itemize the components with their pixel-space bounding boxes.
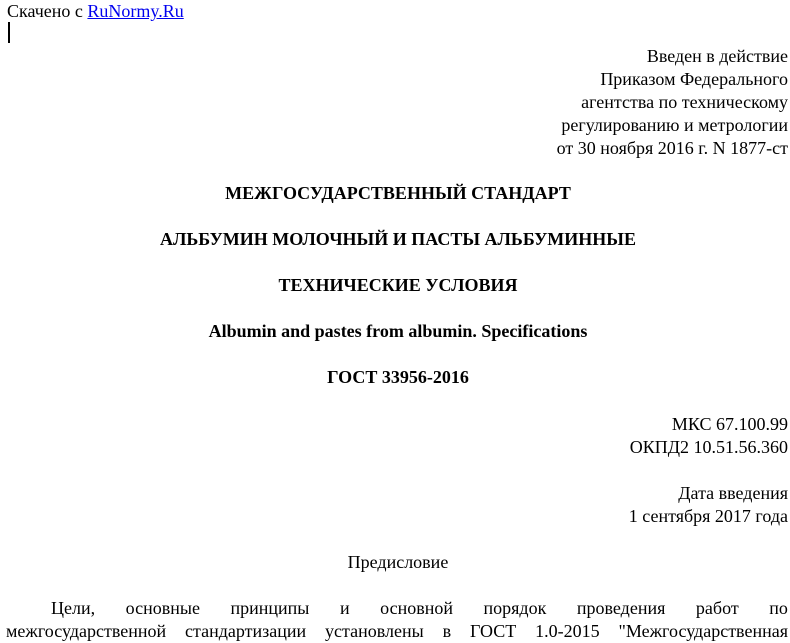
designation-heading: ГОСТ 33956-2016 <box>327 367 469 387</box>
approval-line: Приказом Федерального <box>600 69 788 89</box>
paragraph-word: основные <box>125 598 200 618</box>
paragraph-word: и <box>339 598 350 618</box>
source-link[interactable]: RuNormy.Ru <box>87 1 184 21</box>
paragraph-word: межгосударственной <box>6 621 167 641</box>
title-en-heading: Albumin and pastes from albumin. Specifications <box>208 321 588 341</box>
paragraph-word: принципы <box>230 598 310 618</box>
paragraph-line <box>6 597 788 620</box>
source-prefix: Скачено с <box>7 1 88 21</box>
paragraph-word: работ <box>695 598 739 618</box>
approval-line: от 30 ноября 2016 г. N 1877-ст <box>556 138 788 158</box>
mks-code: МКС 67.100.99 <box>671 414 788 434</box>
text-cursor <box>8 22 10 43</box>
paragraph-word: ГОСТ <box>470 621 517 641</box>
preface-title: Предисловие <box>347 552 449 572</box>
paragraph-line <box>6 620 788 643</box>
introduction-date: 1 сентября 2017 года <box>628 506 788 526</box>
approval-line: регулированию и метрологии <box>561 115 788 135</box>
paragraph-word: проведения <box>576 598 666 618</box>
standard-type-heading: МЕЖГОСУДАРСТВЕННЫЙ СТАНДАРТ <box>225 183 571 203</box>
paragraph-word: по <box>769 598 788 618</box>
okpd-code: ОКПД2 10.51.56.360 <box>629 437 788 457</box>
classification-codes <box>630 413 788 459</box>
approval-line: Введен в действие <box>646 46 788 66</box>
title-ru-heading: АЛЬБУМИН МОЛОЧНЫЙ И ПАСТЫ АЛЬБУМИННЫЕ <box>160 229 636 249</box>
approval-line: агентства по техническому <box>581 92 788 112</box>
introduction-date-block <box>629 482 788 528</box>
introduction-label: Дата введения <box>678 483 788 503</box>
paragraph-word: 1.0-2015 <box>535 621 600 641</box>
paragraph-word: Цели, <box>51 598 96 618</box>
source-line <box>7 0 184 23</box>
paragraph-word: в <box>442 621 452 641</box>
paragraph-word: порядок <box>483 598 547 618</box>
preface-paragraph <box>6 597 788 643</box>
paragraph-word: "Межгосударственная <box>618 621 788 641</box>
approval-block <box>557 45 788 160</box>
paragraph-word: стандартизации <box>185 621 307 641</box>
paragraph-word: основной <box>380 598 453 618</box>
subtitle-ru-heading: ТЕХНИЧЕСКИЕ УСЛОВИЯ <box>278 275 518 295</box>
paragraph-word: установлены <box>325 621 424 641</box>
